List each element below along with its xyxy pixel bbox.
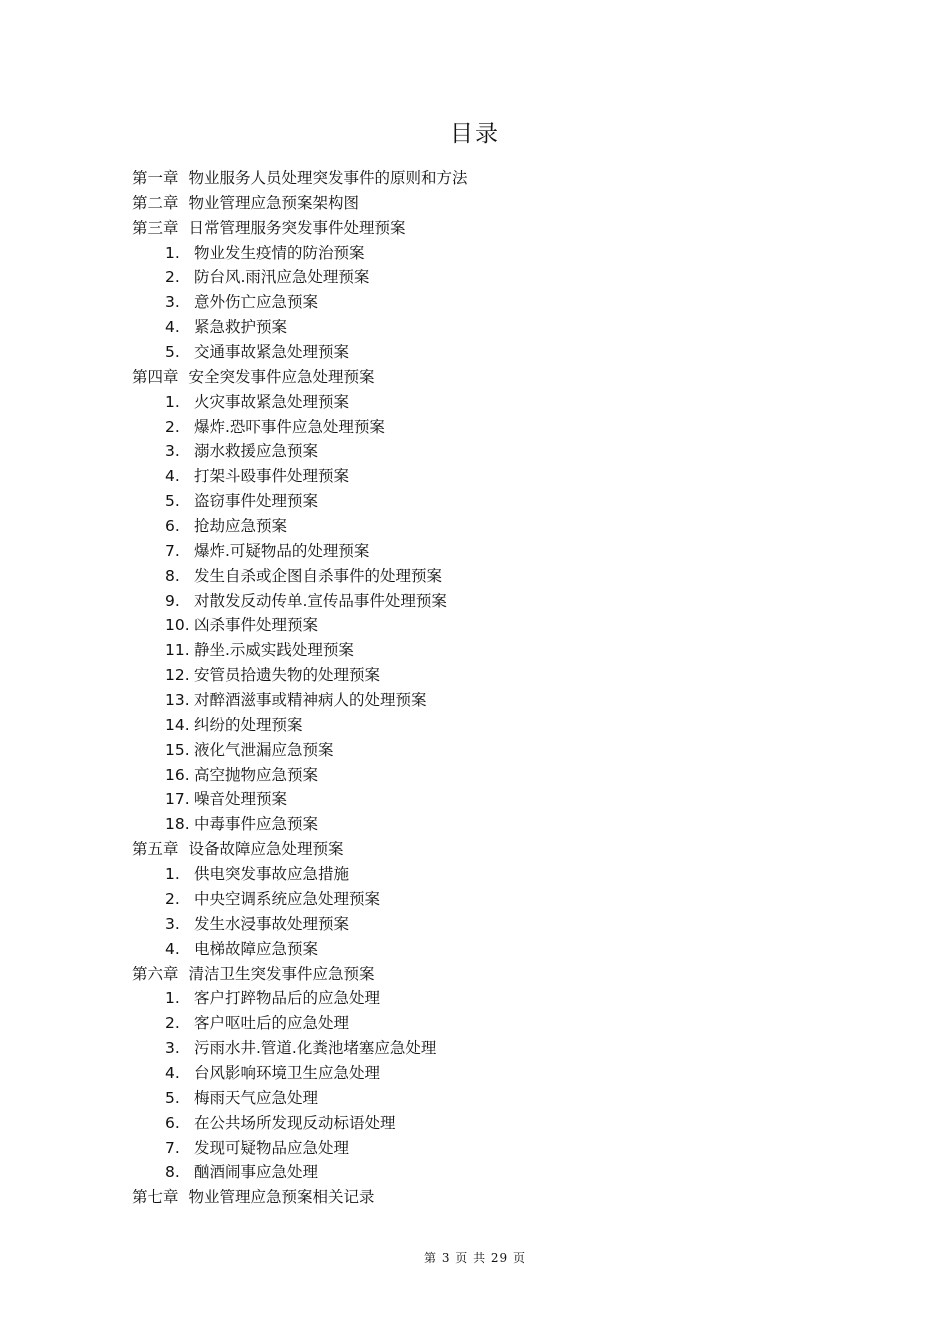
toc-item — [132, 489, 832, 514]
item-text: 梅雨天气应急处理 — [194, 1088, 319, 1107]
chapter-title: 物业服务人员处理突发事件的原则和方法 — [188, 169, 468, 187]
toc-item — [132, 1160, 832, 1185]
item-number: 1. — [165, 392, 180, 411]
item-number: 1. — [165, 989, 180, 1008]
toc-item — [132, 439, 832, 464]
toc-item — [132, 937, 832, 962]
toc-item — [132, 713, 832, 738]
item-text: 防台风.雨汛应急处理预案 — [194, 268, 370, 287]
item-text: 客户打踤物品后的应急处理 — [194, 989, 381, 1008]
item-text: 电梯故障应急预案 — [194, 939, 319, 958]
chapter-title: 日常管理服务突发事件处理预案 — [188, 218, 406, 237]
item-number: 2. — [165, 268, 180, 287]
item-text: 中央空调系统应急处理预案 — [194, 889, 381, 908]
toc-item — [132, 290, 832, 315]
item-text: 发生水浸事故处理预案 — [194, 914, 350, 933]
toc-chapter — [132, 1185, 832, 1210]
item-text: 液化气泄漏应急预案 — [194, 740, 334, 759]
page-footer: 第 3 页 共 29 页 — [424, 1251, 526, 1265]
item-number: 17. — [165, 790, 190, 809]
item-text: 交通事故紧急处理预案 — [194, 343, 350, 362]
item-number: 12. — [165, 666, 190, 685]
item-text: 发现可疑物品应急处理 — [194, 1138, 350, 1157]
item-text: 在公共场所发现反动标语处理 — [194, 1113, 396, 1132]
toc-item — [132, 688, 832, 713]
toc-item — [132, 1036, 832, 1061]
toc-item — [132, 415, 832, 440]
toc-item — [132, 564, 832, 589]
item-number: 2. — [165, 417, 180, 436]
item-number: 8. — [165, 566, 180, 585]
item-text: 火灾事故紧急处理预案 — [194, 392, 350, 411]
item-number: 15. — [165, 740, 190, 759]
page-title: 目录 — [450, 121, 500, 147]
toc-item — [132, 887, 832, 912]
toc-chapter — [132, 166, 832, 191]
chapter-title: 物业管理应急预案架构图 — [188, 193, 360, 212]
table-of-contents — [132, 166, 832, 1210]
toc-item — [132, 265, 832, 290]
item-number: 1. — [165, 865, 180, 884]
toc-item — [132, 787, 832, 812]
toc-item — [132, 862, 832, 887]
toc-item — [132, 464, 832, 489]
toc-item — [132, 663, 832, 688]
toc-item — [132, 738, 832, 763]
toc-item — [132, 241, 832, 266]
item-text: 客户呕吐后的应急处理 — [194, 1014, 350, 1033]
toc-chapter — [132, 216, 832, 241]
chapter-number: 第六章 — [132, 964, 179, 983]
chapter-title: 清洁卫生突发事件应急预案 — [188, 964, 375, 983]
toc-item — [132, 315, 832, 340]
item-text: 溺水救援应急预案 — [194, 442, 319, 461]
item-text: 安管员拾遗失物的处理预案 — [194, 666, 381, 685]
item-number: 5. — [165, 343, 180, 362]
item-number: 6. — [165, 1113, 180, 1132]
toc-item — [132, 1011, 832, 1036]
item-number: 5. — [165, 1088, 180, 1107]
item-text: 爆炸.可疑物品的处理预案 — [194, 541, 370, 560]
toc-item — [132, 912, 832, 937]
toc-item — [132, 812, 832, 837]
toc-item — [132, 986, 832, 1011]
item-number: 2. — [165, 889, 180, 908]
item-text: 抢劫应急预案 — [194, 517, 288, 536]
item-number: 1. — [165, 243, 180, 262]
item-text: 爆炸.恐吓事件应急处理预案 — [194, 417, 385, 436]
item-number: 4. — [165, 467, 180, 486]
item-number: 3. — [165, 1039, 180, 1058]
toc-item — [132, 514, 832, 539]
item-number: 7. — [165, 541, 180, 560]
item-number: 10. — [165, 616, 190, 635]
chapter-number: 第四章 — [132, 367, 179, 386]
item-number: 18. — [165, 815, 190, 834]
item-text: 供电突发事故应急措施 — [194, 865, 350, 884]
toc-chapter — [132, 962, 832, 987]
chapter-title: 设备故障应急处理预案 — [188, 840, 344, 859]
item-text: 污雨水井.管道.化粪池堵塞应急处理 — [194, 1039, 437, 1058]
toc-chapter — [132, 191, 832, 216]
item-text: 中毒事件应急预案 — [194, 815, 319, 834]
toc-item — [132, 390, 832, 415]
toc-chapter — [132, 365, 832, 390]
item-number: 6. — [165, 517, 180, 536]
toc-item — [132, 1086, 832, 1111]
item-text: 盗窃事件处理预案 — [194, 492, 319, 511]
item-number: 3. — [165, 442, 180, 461]
item-number: 4. — [165, 1063, 180, 1082]
chapter-number: 第一章 — [132, 169, 179, 187]
item-text: 打架斗殴事件处理预案 — [194, 467, 350, 486]
item-text: 对散发反动传单.宣传品事件处理预案 — [194, 591, 447, 610]
item-text: 静坐.示威实践处理预案 — [194, 641, 354, 660]
item-text: 酗酒闹事应急处理 — [194, 1163, 319, 1182]
item-number: 9. — [165, 591, 180, 610]
item-text: 噪音处理预案 — [194, 790, 288, 809]
toc-item — [132, 763, 832, 788]
item-number: 3. — [165, 914, 180, 933]
toc-item — [132, 638, 832, 663]
chapter-number: 第三章 — [132, 218, 179, 237]
item-text: 紧急救护预案 — [194, 318, 288, 337]
item-number: 4. — [165, 318, 180, 337]
toc-item — [132, 589, 832, 614]
item-number: 7. — [165, 1138, 180, 1157]
chapter-number: 第七章 — [132, 1188, 179, 1207]
item-number: 4. — [165, 939, 180, 958]
item-number: 3. — [165, 293, 180, 312]
item-text: 对醉酒滋事或精神病人的处理预案 — [194, 691, 427, 710]
toc-item — [132, 1136, 832, 1161]
item-text: 意外伤亡应急预案 — [194, 293, 319, 312]
toc-item — [132, 340, 832, 365]
toc-item — [132, 539, 832, 564]
chapter-number: 第五章 — [132, 840, 179, 859]
toc-item — [132, 1111, 832, 1136]
item-number: 16. — [165, 765, 190, 784]
item-text: 凶杀事件处理预案 — [194, 616, 319, 635]
item-number: 5. — [165, 492, 180, 511]
toc-chapter — [132, 837, 832, 862]
item-number: 11. — [165, 641, 190, 660]
item-text: 台风影响环境卫生应急处理 — [194, 1063, 381, 1082]
item-number: 13. — [165, 691, 190, 710]
item-text: 物业发生疫情的防治预案 — [194, 243, 365, 262]
item-number: 2. — [165, 1014, 180, 1033]
item-text: 发生自杀或企图自杀事件的处理预案 — [194, 566, 443, 585]
chapter-number: 第二章 — [132, 193, 179, 212]
toc-item — [132, 613, 832, 638]
item-text: 纠纷的处理预案 — [194, 715, 303, 734]
chapter-title: 物业管理应急预案相关记录 — [188, 1188, 375, 1207]
item-number: 14. — [165, 715, 190, 734]
item-text: 高空抛物应急预案 — [194, 765, 319, 784]
chapter-title: 安全突发事件应急处理预案 — [188, 367, 375, 386]
item-number: 8. — [165, 1163, 180, 1182]
toc-item — [132, 1061, 832, 1086]
